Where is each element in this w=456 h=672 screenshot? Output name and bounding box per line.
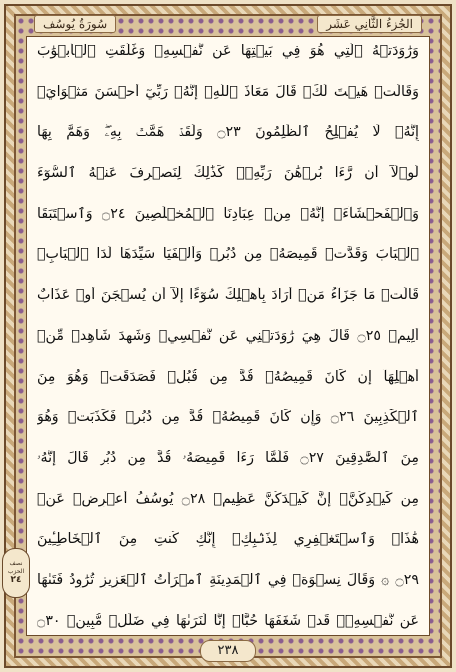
text-area	[26, 36, 430, 636]
text-line: مِنَ ٱلصَّٰدِقِينَ ۝٢٧ فَلَمَّا رَءَا قَمِيصَهُۥ قُدَّ مِن دُبُرٖ قَالَ إِنَّهُۥ	[37, 449, 419, 466]
text-line: لَوۡلَآ أَن رَّءَا بُرۡهَٰنَ رَبِّهِۦۚ كَذَٰلِكَ لِنَصۡرِفَ عَنۡهُ ٱلسُّوٓءَ	[37, 165, 419, 182]
text-line: هَٰذَاۚ وَٱسۡتَغۡفِرِي لِذَنۢبِكِۖ إِنَّكِ كُنتِ مِنَ ٱلۡخَاطِـِٔينَ	[37, 531, 419, 548]
text-line: قَالَتۡ مَا جَزَآءُ مَنۡ أَرَادَ بِأَهۡلِكَ سُوٓءًا إِلَّآ أَن يُسۡجَنَ أَوۡ عَذَابٌ	[37, 287, 419, 304]
text-line: وَٱلۡفَحۡشَآءَۚ إِنَّهُۥ مِنۡ عِبَادِنَا ٱلۡمُخۡلَصِينَ ۝٢٤ وَٱسۡتَبَقَا	[37, 205, 419, 222]
text-line: عَن نَّفۡسِهِۦۖ قَدۡ شَغَفَهَا حُبًّاۖ إِنَّا لَنَرَىٰهَا فِي ضَلَٰلٖ مُّبِينٖ ۝٣٠	[37, 612, 419, 629]
text-line: ۝٢٩ ۞ وَقَالَ نِسۡوَةٞ فِي ٱلۡمَدِينَةِ ٱمۡرَأَتُ ٱلۡعَزِيزِ تُرَٰوِدُ فَتَىٰهَا	[37, 571, 419, 588]
juz-label: الجُزءُ الثَّانِي عَشَر	[317, 15, 422, 33]
text-line: وَقَالَتۡ هَيۡتَ لَكَۚ قَالَ مَعَاذَ ٱللَّهِۖ إِنَّهُۥ رَبِّيٓ أَحۡسَنَ مَثۡوَايَۖ	[37, 83, 419, 100]
hizb-marker-label: نصف الحزب	[7, 560, 25, 575]
page-header	[26, 14, 430, 34]
text-line: إِنَّهُۥ لَا يُفۡلِحُ ٱلظَّٰلِمُونَ ۝٢٣ وَلَقَدۡ هَمَّتۡ بِهِۦۖ وَهَمَّ بِهَا	[37, 124, 419, 141]
text-line: أَلِيمٞ ۝٢٥ قَالَ هِيَ رَٰوَدَتۡنِي عَن نَّفۡسِيۚ وَشَهِدَ شَاهِدٞ مِّنۡ	[37, 327, 419, 344]
hizb-marker-number: ٢٤	[10, 574, 22, 585]
text-line: مِن كَيۡدِكُنَّۖ إِنَّ كَيۡدَكُنَّ عَظِيمٞ ۝٢٨ يُوسُفُ أَعۡرِضۡ عَنۡ	[37, 490, 419, 507]
text-line: ٱلۡبَابَ وَقَدَّتۡ قَمِيصَهُۥ مِن دُبُرٖ وَأَلۡفَيَا سَيِّدَهَا لَدَا ٱلۡبَابِۚ	[37, 246, 419, 263]
text-line: ٱلۡكَٰذِبِينَ ۝٢٦ وَإِن كَانَ قَمِيصُهُۥ قُدَّ مِن دُبُرٖ فَكَذَبَتۡ وَهُوَ	[37, 409, 419, 426]
text-line: وَرَٰوَدَتۡهُ ٱلَّتِي هُوَ فِي بَيۡتِهَا عَن نَّفۡسِهِۦ وَغَلَّقَتِ ٱلۡأَبۡوَٰبَ	[37, 43, 419, 59]
text-line: أَهۡلِهَآ إِن كَانَ قَمِيصُهُۥ قُدَّ مِن قُبُلٖ فَصَدَقَتۡ وَهُوَ مِنَ	[37, 368, 419, 385]
hizb-marker	[2, 548, 30, 598]
surah-name-label: سُورَةُ يُوسُف	[34, 15, 116, 33]
verse-lines	[37, 43, 419, 629]
page-number: ٢٣٨	[200, 640, 256, 662]
